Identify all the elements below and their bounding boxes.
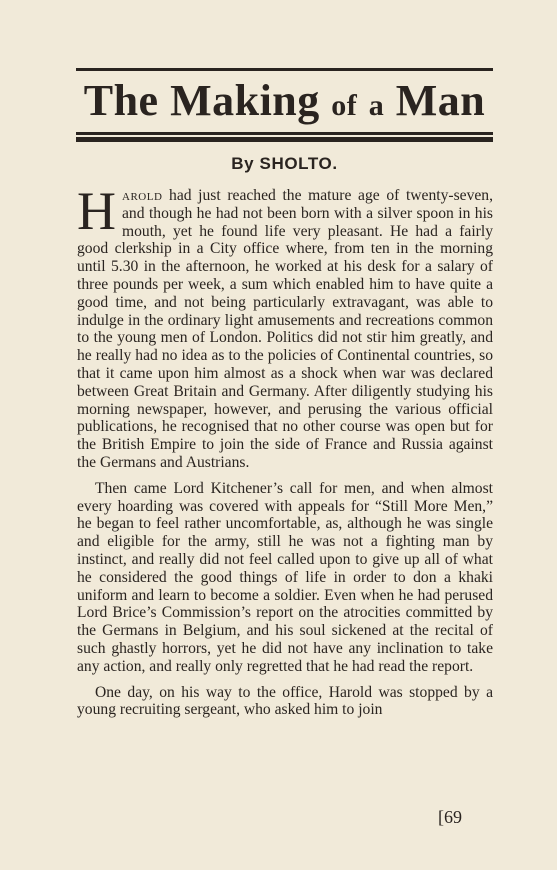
title-rule-bottom-thick <box>76 137 493 142</box>
drop-cap: H <box>77 181 116 241</box>
paragraph-2: Then came Lord Kitchener’s call for men, and when almost every hoarding was covered with appeals for “Still More Men,” he began to feel rather uncomfortable, as, although he was single and eligible for the army, still he was not a fighting man by instinct, and really did not feel called upon to give up all of what he considered the good things of life in order to don a khaki uniform and learn to become a soldier. Even when he had perused Lord Brice’s Commission’s report on the atrocities committed by the Germans in Belgium, and his soul sickened at the recital of such ghastly horrors, yet he did not have any inclination to take any action, and really only regretted that he had read the report. <box>77 479 493 675</box>
title-rule-bottom-thin <box>76 132 493 135</box>
byline: By SHOLTO. <box>231 154 338 173</box>
paragraph-1 <box>77 181 493 472</box>
title-a: a <box>368 89 385 122</box>
paragraph-3: One day, on his way to the office, Harold was stopped by a young recruiting sergeant, who asked him to join <box>77 683 493 719</box>
lead-word: arold <box>122 187 163 204</box>
article-body <box>77 181 493 719</box>
title-part1: The Making <box>83 76 320 125</box>
page-number: [69 <box>438 807 462 827</box>
title-of: of <box>331 89 358 122</box>
paragraph-1-text: had just reached the mature age of twenty-seven, and though he had not been born with a silver spoon in his mouth, yet he found life very pleasant. He had a fairly good clerkship in a City office where, from ten in the morning until 5.30 in the afternoon, he worked at his desk for a salary of three pounds per week, a sum which enabled him to have quite a good time, and not being particularly extravagant, was able to indulge in the ordinary light amusements and recreations common to the young men of London. Politics did not stir him greatly, and he really had no idea as to the policies of Continental countries, so that it came upon him almost as a shock when war was declared between Great Britain and Germany. After diligently studying his morning newspaper, however, and perusing the various official publications, he recognised that no other course was open but for the British Empire to join the side of France and Russia against the Germans and Austrians. <box>77 187 493 471</box>
article-title <box>76 70 493 137</box>
title-part2: Man <box>395 76 486 125</box>
